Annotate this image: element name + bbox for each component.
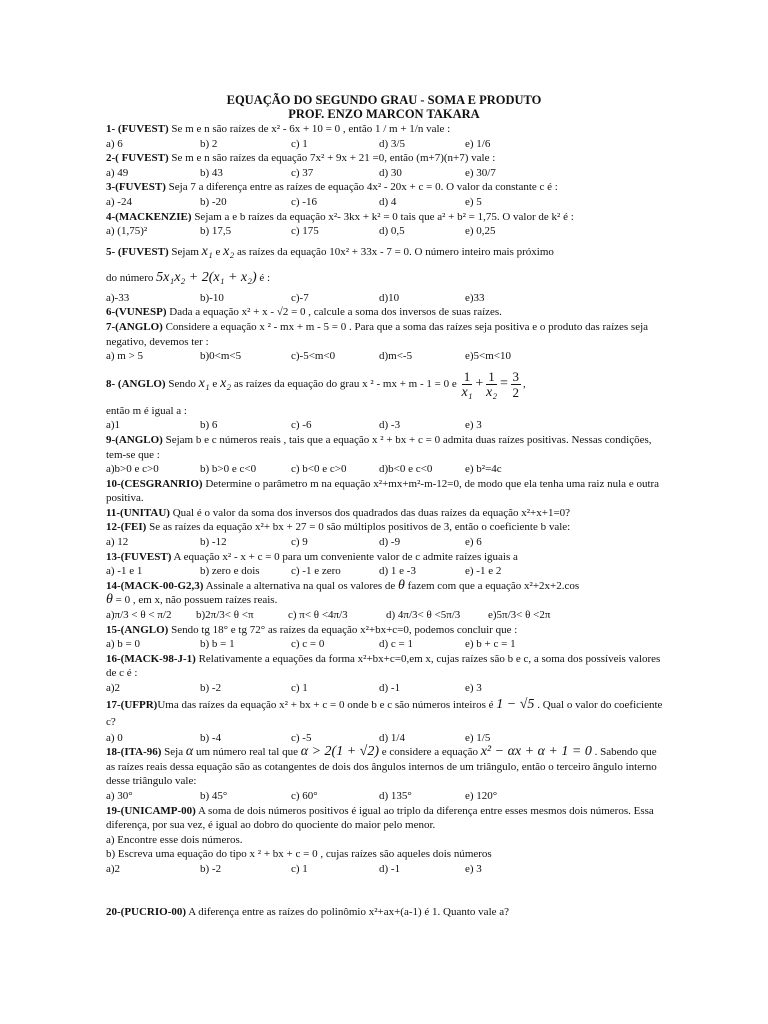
option-b: b)0<m<5 [200,350,242,363]
question-text: do número [106,271,157,284]
option-a: a) -24 [106,195,132,208]
question-text: Se m e n são raízes da equação 7x² + 9x + 21 =0, então (m+7)(n+7) vale : [168,152,496,165]
options-13 [106,564,668,579]
options-9 [106,462,668,477]
question-16 [106,652,668,681]
question-source: 10-(CESGRANRIO) [106,477,203,490]
item-a: a) Encontre esse dois números. [106,833,243,846]
question-text: fazem com que a equação x²+2x+2.cos [404,579,580,592]
question-5-cont [106,265,668,291]
option-e: e)5<m<10 [465,350,512,363]
option-e: e)33 [465,291,485,304]
question-source: 9-(ANGLO) [106,433,163,446]
option-d: d) 0,5 [379,225,405,238]
question-14-cont [106,593,668,608]
question-11 [106,506,668,521]
option-b: b) 6 [200,419,218,432]
option-b: b) -12 [200,536,227,549]
question-text: Assinale a alternativa na qual os valores de [203,579,399,592]
option-b: b)-10 [200,291,224,304]
question-3 [106,180,668,195]
question-text: Sejam b e c números reais , tais que a equação x ² + bx + c = 0 admita duas raízes positivas. Nessas condições, tem-se que : [106,433,652,461]
option-d: d) 4 [379,195,397,208]
options-1 [106,137,668,152]
question-18 [106,745,668,789]
question-source: 12-(FEI) [106,521,147,534]
option-b: b) -2 [200,862,222,875]
options-16 [106,681,668,696]
question-text: . Qual o valor do coeficiente c? [106,698,663,728]
option-e: e) 6 [465,536,482,549]
options-19 [106,862,668,877]
question-text: Uma das raízes da equação x² + bx + c = 0 onde b e c são números inteiros é [157,698,497,711]
question-5 [106,239,668,265]
math-x1: x₁ [201,243,213,259]
option-a: a)2 [106,682,121,694]
option-a: a) b = 0 [106,638,140,651]
math-expression: 1 − √5 [496,696,535,712]
question-list [106,122,668,919]
question-4 [106,210,668,225]
option-d: d) 30 [379,166,402,179]
options-17 [106,731,668,746]
option-e: e) 1/5 [465,731,491,744]
question-source: 11-(UNITAU) [106,506,170,519]
question-text: Sendo tg 18° e tg 72° as raízes da equação x²+bx+c=0, podemos concluir que : [168,623,518,636]
question-text: Determine o parâmetro m na equação x²+mx+m²-m-12=0, de modo que ela tenha uma raiz nula e outra positiva. [106,477,660,505]
option-e: e) b + c = 1 [465,638,516,651]
option-b: b) -4 [200,731,222,744]
option-e: e) 120° [465,789,498,802]
option-b: b) 45° [200,789,228,802]
question-text: Se m e n são raízes de x² - 6x + 10 = 0 , então 1 / m + 1/n vale : [168,123,451,135]
question-text: as raízes da equação 10x² + 33x - 7 = 0. O número inteiro mais próximo [234,245,554,258]
question-text: Sendo [165,377,199,390]
document-title: EQUAÇÃO DO SEGUNDO GRAU - SOMA E PRODUTO [226,93,542,107]
item-b: b) Escreva uma equação do tipo x ² + bx + c = 0 , cujas raízes são aqueles dois números [106,848,492,861]
option-d: d) -1 [379,862,401,875]
question-text: Se as raízes da equação x²+ bx + 27 = 0 são múltiplos positivos de 3, então o coeficiente b vale: [146,521,571,534]
question-text: Dada a equação x² + x - √2 = 0 , calcule a soma dos inversos de suas raízes. [166,306,502,319]
question-source: 20-(PUCRIO-00) [106,905,187,918]
option-e: e) 3 [465,419,482,432]
question-14 [106,579,668,594]
option-b: b) 17,5 [200,225,232,238]
options-14 [106,608,668,623]
question-text: um número real tal que [193,746,301,759]
option-a: a) (1,75)² [106,225,148,238]
question-8-cont [106,404,668,419]
question-17 [106,696,668,731]
question-7 [106,320,668,349]
question-text: A diferença entre as raízes do polinômio x²+ax+(a-1) é 1. Quanto vale a? [186,905,510,918]
option-d: d) 4π/3< θ <5π/3 [386,609,461,622]
question-10 [106,477,668,506]
option-e: e)5π/3< θ <2π [488,609,551,622]
math-x2: x₂ [220,375,232,391]
question-1 [106,122,668,137]
options-5 [106,291,668,306]
question-15 [106,623,668,638]
option-a: a)π/3 < θ < π/2 [106,609,172,622]
option-a: a)-33 [106,291,130,304]
option-a: a)2 [106,862,121,875]
question-source: 2-( FUVEST) [106,152,169,165]
question-text: Considere a equação x ² - mx + m - 5 = 0 . Para que a soma das raízes seja positiva e o produto das raízes seja negativo, devemos ter : [106,320,649,348]
question-text: = 0 , em x, não possuem raízes reais. [112,594,278,607]
option-e: e) 3 [465,862,482,875]
question-text: Seja [161,746,186,759]
option-d: d) 3/5 [379,137,405,150]
option-c: c) 175 [291,225,319,238]
option-e: e) b²=4c [465,463,502,476]
option-e: e) -1 e 2 [465,565,502,578]
option-c: c)-7 [291,291,309,304]
option-e: e) 5 [465,195,482,208]
conjunction: e [209,377,221,390]
option-d: d) c = 1 [379,638,413,651]
question-source: 7-(ANGLO) [106,320,163,333]
question-20 [106,905,668,920]
option-d: d) 135° [379,789,412,802]
question-source: 6-(VUNESP) [106,306,167,319]
option-c: c) 37 [291,166,314,179]
question-source: 17-(UFPR) [106,698,158,711]
option-c: c) 1 [291,682,308,694]
option-c: c) 9 [291,536,308,549]
option-d: d) 1/4 [379,731,405,744]
question-text: Sejam a e b raízes da equação x²- 3kx + k² = 0 tais que a² + b² = 1,75. O valor de k² é : [191,210,574,223]
option-c: c) b<0 e c>0 [291,463,347,476]
document-author: PROF. ENZO MARCON TAKARA [288,107,480,121]
option-a: a) 12 [106,536,129,549]
option-c: c) 1 [291,137,308,150]
fraction-denominator: x₁ [461,384,473,400]
question-text: e considere a equação [379,746,481,759]
option-a: a) 49 [106,166,129,179]
option-c: c) -6 [291,419,312,432]
question-13 [106,550,668,565]
math-x1: x₁ [198,375,210,391]
option-d: d) -3 [379,419,401,432]
options-2 [106,166,668,181]
question-text: então m é igual a : [106,404,187,417]
theta-symbol: θ [398,577,405,593]
options-8 [106,418,668,433]
question-source: 3-(FUVEST) [106,181,166,194]
option-e: e) 0,25 [465,225,496,238]
question-19 [106,804,668,833]
question-text: Sejam [168,245,202,258]
math-x2: x₂ [223,243,235,259]
question-text: as raízes da equação do grau x ² - mx + m - 1 = 0 e [231,377,460,390]
question-text: Seja 7 a diferença entre as raízes de equação 4x² - 20x + c = 0. O valor da constante c é : [165,181,558,194]
question-text: . Sabendo que as raízes reais dessa equação são as cotangentes de dois dos ângulos internos de um triângulo, então o terceiro ângulo interno desse triângulo vale: [106,746,657,788]
option-b: b) 2 [200,137,218,150]
option-d: d) -9 [379,536,401,549]
question-text: Qual é o valor da soma dos inversos dos quadrados das duas raízes da equação x²+x+1=0? [169,506,571,519]
option-c: c) 1 [291,862,308,875]
question-9 [106,433,668,462]
option-b: b)2π/3< θ <π [196,609,254,622]
fraction-numerator: 3 [512,368,520,384]
fraction-1-over-x2 [486,369,497,400]
option-e: e) 30/7 [465,166,496,179]
comma: , [523,377,526,390]
option-a: a)b>0 e c>0 [106,463,159,476]
question-source: 18-(ITA-96) [106,746,162,759]
option-c: c) c = 0 [291,638,325,651]
option-c: c) 60° [291,789,318,802]
alpha-symbol: α [185,744,194,760]
question-6 [106,305,668,320]
fraction-denominator: x₂ [486,384,498,400]
theta-symbol: θ [106,592,113,608]
option-c: c) -1 e zero [291,565,341,578]
fraction-denominator: 2 [512,384,520,400]
question-text: é : [256,271,271,284]
options-4 [106,224,668,239]
option-d: d)10 [379,291,400,304]
question-8 [106,364,668,404]
question-text: A equação x² - x + c = 0 para um conveniente valor de c admite raízes iguais a [171,550,518,563]
option-d: d)m<-5 [379,350,413,363]
options-7 [106,349,668,364]
question-2 [106,151,668,166]
spacer [106,877,668,905]
option-a: a) 6 [106,137,123,150]
math-expression: 5x₁x₂ + 2(x₁ + x₂) [156,269,257,285]
option-b: b) b = 1 [200,638,235,651]
question-source: 16-(MACK-98-J-1) [106,652,196,665]
option-a: a) 30° [106,789,133,802]
options-18 [106,789,668,804]
options-12 [106,535,668,550]
option-b: b) zero e dois [200,565,260,578]
question-12 [106,520,668,535]
option-d: d) -1 [379,682,401,694]
option-c: c) -16 [291,195,317,208]
fraction-numerator: 1 [488,368,495,384]
fraction-1-over-x1 [461,369,472,400]
option-a: a) 0 [106,731,123,744]
option-b: b) -2 [200,682,222,694]
option-b: b) -20 [200,195,227,208]
question-source: 4-(MACKENZIE) [106,210,192,223]
question-source: 15-(ANGLO) [106,623,169,636]
option-a: a) -1 e 1 [106,565,143,578]
option-a: a) m > 5 [106,350,144,363]
option-a: a)1 [106,419,121,432]
fraction-3-over-2 [511,369,522,400]
question-text: Relativamente a equações da forma x²+bx+c=0,em x, cujas raízes são b e c, a soma dos possíveis valores de c é : [106,652,661,680]
question-source: 5- (FUVEST) [106,245,169,258]
question-source: 19-(UNICAMP-00) [106,804,196,817]
option-c: c) -5 [291,731,312,744]
math-condition: α > 2(1 + √2) [300,744,380,760]
question-text: A soma de dois números positivos é igual ao triplo da diferença entre esses mesmos dois números. Essa diferença, por sua vez, é igual ao dobro do quociente do maior pelo menor. [106,804,654,832]
option-e: e) 1/6 [465,137,491,150]
question-source: 1- (FUVEST) [106,123,169,135]
question-source: 14-(MACK-00-G2,3) [106,579,204,592]
option-b: b) 43 [200,166,223,179]
question-source: 13-(FUVEST) [106,550,172,563]
option-b: b) b>0 e c<0 [200,463,257,476]
plus-sign: + [474,375,484,391]
options-3 [106,195,668,210]
math-equation: x² − αx + α + 1 = 0 [480,744,592,760]
options-15 [106,637,668,652]
fraction-numerator: 1 [463,368,471,384]
option-c: c) π< θ <4π/3 [288,609,348,622]
question-source: 8- (ANGLO) [106,377,166,390]
option-c: c)-5<m<0 [291,350,336,363]
equals-sign: = [499,375,509,391]
option-e: e) 3 [465,682,482,694]
option-d: d)b<0 e c<0 [379,463,433,476]
option-d: d) 1 e -3 [379,565,416,578]
conjunction: e [212,245,224,258]
